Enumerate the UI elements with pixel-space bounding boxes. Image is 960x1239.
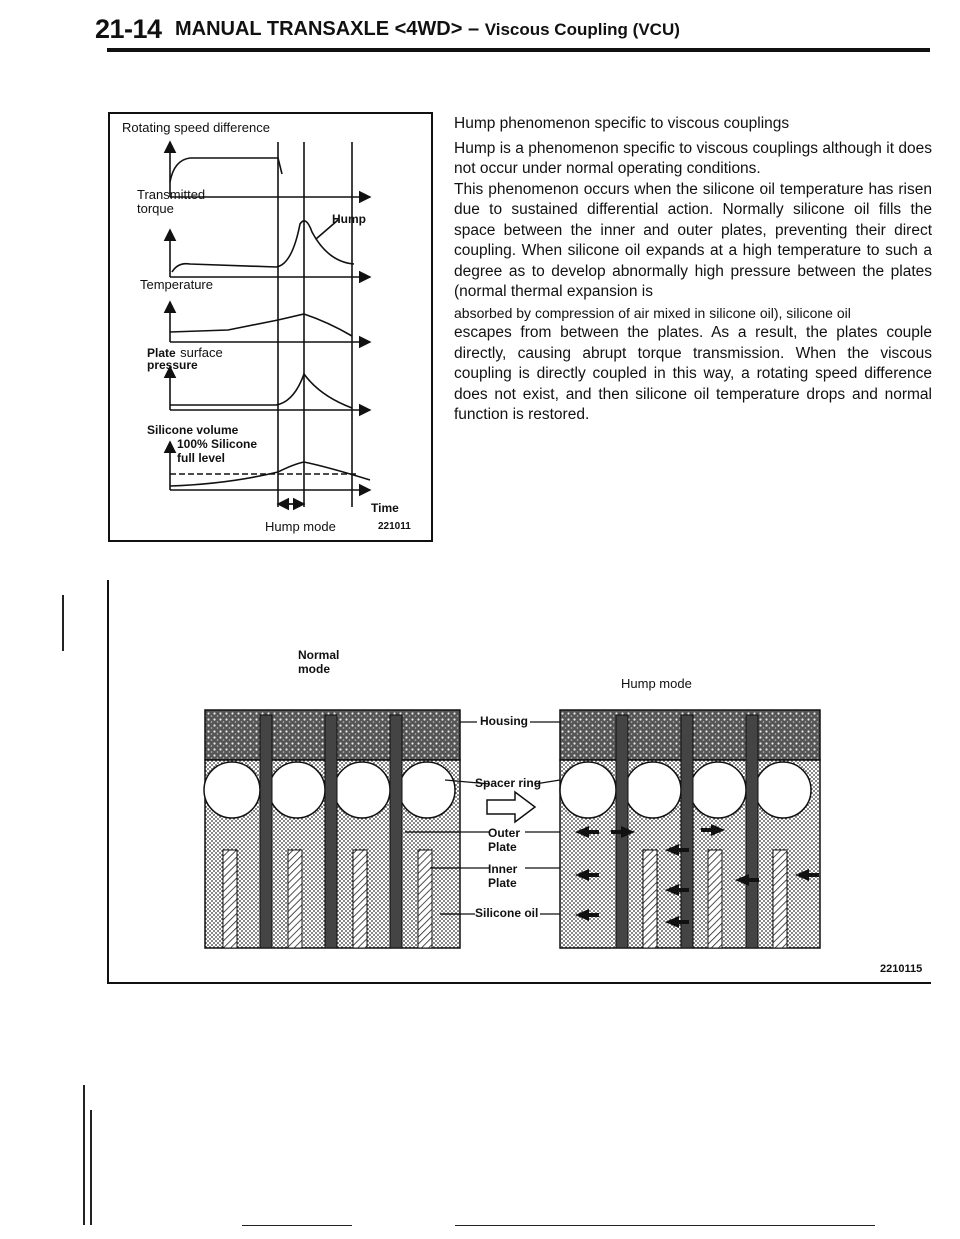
- figure2-rule-left: [107, 580, 109, 984]
- margin-mark-3: [90, 1110, 92, 1225]
- label-hump: Hump: [332, 212, 366, 226]
- label-inner: Inner: [488, 862, 518, 876]
- label-silicone-oil: Silicone oil: [475, 906, 539, 920]
- label-time: Time: [371, 501, 399, 515]
- page-title: [175, 18, 680, 41]
- label-transmitted: Transmitted: [137, 187, 206, 202]
- label-plate-surface: Plate surface: [147, 345, 223, 360]
- figure-ref-2: 2210115: [880, 963, 923, 975]
- label-normal-mode: mode: [298, 662, 331, 676]
- label-hump-mode: Hump mode: [265, 519, 336, 534]
- para-2c: escapes from between the plates. As a result, the plates couple directly, causing abrupt torque transmission. When the viscous coupling is directly coupled in this way, a rotating speed difference does not exist, and then silicone oil temperature drops and normal function is restored.: [454, 324, 932, 423]
- title-main: MANUAL TRANSAXLE <4WD> –: [175, 18, 480, 40]
- hump-mode-block: [560, 710, 820, 948]
- label-spacer-ring: Spacer ring: [475, 776, 542, 790]
- label-temperature: Temperature: [140, 277, 213, 292]
- label-rotating-speed: Rotating speed difference: [122, 120, 270, 135]
- para-1: Hump is a phenomenon specific to viscous couplings although it does not occur under normal operating conditions.: [454, 139, 932, 177]
- label-silicone-volume: Silicone volume: [147, 423, 239, 437]
- label-pressure: pressure: [147, 358, 198, 372]
- label-outer-plate: Plate: [488, 840, 517, 854]
- hump-timing-diagram: [108, 112, 433, 542]
- margin-mark-4: [242, 1225, 352, 1226]
- label-full-level: full level: [177, 451, 226, 465]
- section-heading: Hump phenomenon specific to viscous couplings: [454, 115, 790, 132]
- label-torque: torque: [137, 201, 174, 216]
- margin-mark-2: [83, 1085, 85, 1225]
- normal-mode-block: [204, 710, 460, 948]
- margin-mark-5: [455, 1225, 875, 1226]
- label-normal: Normal: [298, 648, 340, 662]
- plate-cross-section-figure: [195, 700, 935, 960]
- figure-ref-1: 221011: [378, 521, 411, 532]
- label-outer: Outer: [488, 826, 521, 840]
- body-text: [454, 114, 932, 426]
- label-inner-plate: Plate: [488, 876, 517, 890]
- header-rule: [107, 48, 930, 52]
- title-sub: Viscous Coupling (VCU): [484, 20, 680, 39]
- page-number: 21-14: [95, 14, 162, 44]
- label-hump-mode-2: Hump mode: [621, 676, 692, 691]
- label-full-silicone: 100% Silicone: [177, 437, 258, 451]
- label-housing: Housing: [480, 714, 528, 728]
- figure2-rule-bottom: [107, 982, 931, 984]
- para-2b: absorbed by compression of air mixed in silicone oil), silicone oil: [454, 304, 851, 321]
- para-2a: This phenomenon occurs when the silicone oil temperature has risen due to sustained differential action. Normally silicone oil fills the space between the inner and outer plates, preventing their direct coupling. When silicone oil expands at a high temperature to such a degree as to develop abnormally high pressure between the plates (normal thermal expansion is: [454, 180, 932, 300]
- margin-mark-1: [62, 595, 64, 651]
